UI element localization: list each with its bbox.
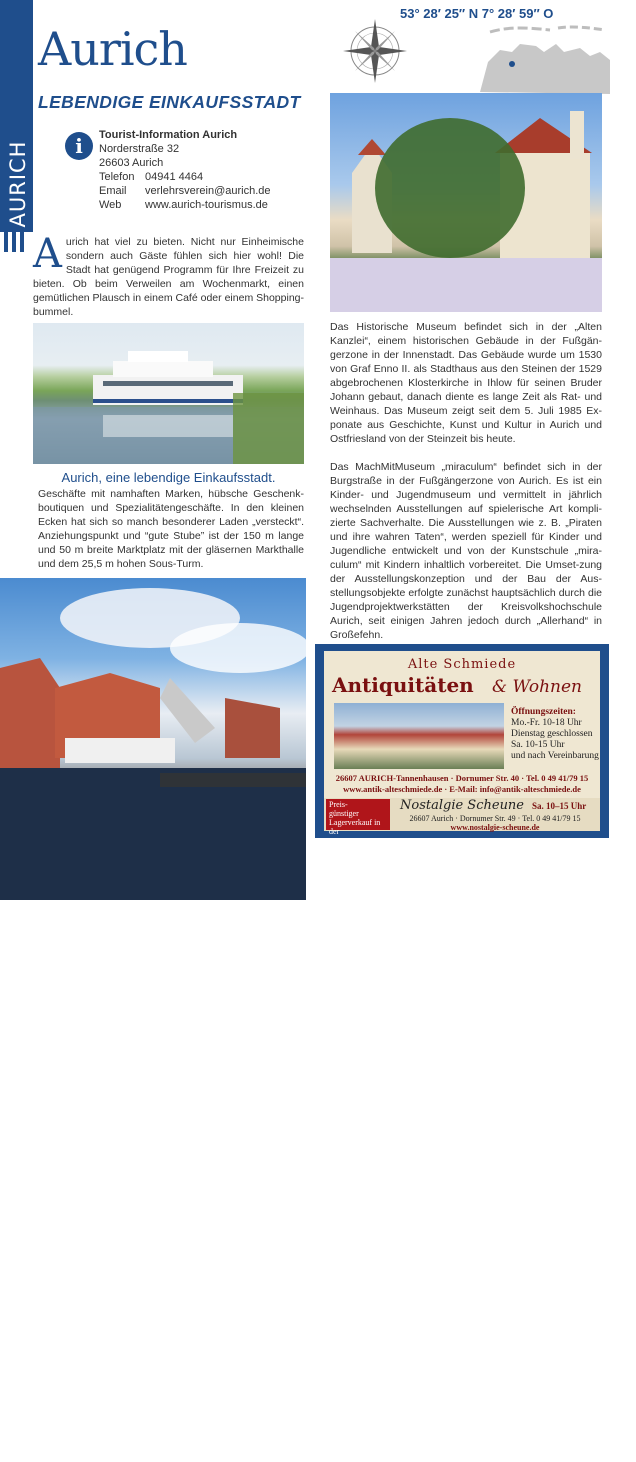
ad-hours-title: Öffnungszeiten: <box>511 707 576 717</box>
ad-web-link[interactable]: www.antik-alteschmiede.de · E-Mail: info@antik-alteschmiede.de <box>343 784 581 794</box>
advertisement <box>315 644 609 838</box>
intro-paragraph <box>33 231 304 319</box>
email-label: Email <box>99 185 127 197</box>
ad-title-line1: Alte Schmiede <box>407 657 517 672</box>
ad-address <box>324 773 600 795</box>
email-link[interactable]: verlehrsverein@aurich.de <box>145 185 271 197</box>
museum-illustration <box>330 93 602 312</box>
compass-rose-icon <box>340 16 410 86</box>
page-subtitle: LEBENDIGE EINKAUFSSTADT <box>38 92 301 112</box>
ad-opening-hours <box>511 707 599 762</box>
ad-hours-line4: und nach Vereinbarung <box>511 751 599 761</box>
page-footer: 32 | Moinsen! | Ihre Gastgeber an der Nordseeküste <box>26 1451 257 1462</box>
ad-title-line3: & Wohnen <box>492 677 582 697</box>
ad-nostalgie-title: Nostalgie Scheune <box>400 798 525 813</box>
ad-saturday-hours: Sa. 10–15 Uhr <box>532 801 587 811</box>
ad-title-line2: Antiquitäten <box>332 673 474 697</box>
town-title: Aurich <box>38 22 187 76</box>
location-map <box>440 22 610 94</box>
harbor-photo <box>0 578 306 1462</box>
body-text-left: Geschäfte mit namhaften Marken, hübsche Geschenk-boutiquen und Spezialitätengeschäfte. In den kleinen Ecken hat sich so manch besonderer Laden „versteckt“. Anziehungspunkt und “gute Stube” ist der 150 m lange und 50 m breite Marktplatz mit der gläsernen Markthalle und dem 25,5 m hohen Sous-Turm. <box>38 488 304 570</box>
harbor-illustration <box>0 578 306 900</box>
ship-photo <box>33 323 304 464</box>
photo-caption: Aurich, eine lebendige Einkaufsstadt. <box>61 470 276 485</box>
ad-address-line: 26607 AURICH-Tannenhausen · Dornumer Str. 40 · Tel. 0 49 41/79 15 <box>335 773 589 783</box>
location-marker-icon <box>509 61 515 67</box>
side-label: AURICH <box>6 140 30 228</box>
ad-badge: Preis- günstiger Lagerverkauf in der <box>326 799 390 830</box>
info-city: 26603 Aurich <box>99 157 164 169</box>
info-icon: i <box>65 132 93 160</box>
phone-label: Telefon <box>99 171 135 183</box>
phone-value: 04941 4464 <box>145 171 204 183</box>
body-text-right <box>330 320 602 642</box>
intro-text: urich hat viel zu bieten. Nicht nur Einheimische sondern auch Gäste fühlen sich hier wohl! Die Stadt hat genügend Programm für Ihre Freizeit zu bieten. Ob beim Verweilen am Wochenmarkt, einen gemütlichen Plausch in einem Café oder einem Shopping-bummel. <box>33 236 304 318</box>
web-link[interactable]: www.aurich-tourismus.de <box>145 199 268 211</box>
ad-house-photo <box>334 703 504 769</box>
museum-paragraph: Das Historische Museum befindet sich in der „Alten Kanzlei“, einem historischen Gebäude in der Fußgän-gerzone in der Innenstadt. Das Gebäude wurde um 1530 von Graf Enno II. als Stadthaus aus den Steinen der 1529 abgebrochenen Klosterkirche in Ihlow für seinen Bruder Johann gebaut, danach diente es lange Zeit als Rat- und Weinhaus. Das Museum zeigt seit dem 5. Juli 1985 Ex-ponate aus Geschichte, Kunst und Kultur in Aurich und Ostfriesland von der Steinzeit bis heute. <box>330 321 602 445</box>
ad-nostalgie-strip <box>324 798 600 836</box>
ad-nostalgie-web-link[interactable]: www.nostalgie-scheune.de <box>450 823 540 832</box>
coordinates: 53° 28′ 25″ N 7° 28′ 59″ O <box>400 6 554 21</box>
web-label: Web <box>99 199 122 211</box>
museum-photo <box>330 93 602 312</box>
info-street: Norderstraße 32 <box>99 143 180 155</box>
drop-cap: A <box>33 231 62 277</box>
info-title: Tourist-Information Aurich <box>99 129 238 141</box>
ad-nostalgie-address: 26607 Aurich · Dornumer Str. 49 · Tel. 0 49 41/79 15 www.nostalgie-scheune.de <box>409 814 581 832</box>
ad-hours-line3: Sa. 10-15 Uhr <box>511 740 565 750</box>
ad-hours-line2: Dienstag geschlossen <box>511 729 593 739</box>
ad-hours-line1: Mo.-Fr. 10-18 Uhr <box>511 718 582 728</box>
ship-illustration <box>33 323 304 464</box>
miraculum-paragraph: Das MachMitMuseum „miraculum“ befindet sich in der Burgstraße in der Fußgängerzone von Aurich. Es ist ein Kinder- und Jugendmuseum und vermittelt in jährlich wechselnden Ausstellungen auf spielerische Art kompli-zierte Sachverhalte. Die Ausstellungen wie z. B. „Piraten und ihre wahren Taten“, werden speziell für Kinder und Jugendliche entwickelt und von der Kunstschule „mira-culum“ mit Kindern inhaltlich vorbereitet. Die Umset-zung der Ausstellungskonzeption und der Bau der Aus-stellungsobjekte erfolgte zunächst hauptsächlich durch die Jugendprojektwerkstätten der Kreisvolkshochschule Aurich, seit einigen Jahren jedoch durch „Allerhand“ in Großefehn. <box>330 461 602 641</box>
tourist-info <box>99 128 271 212</box>
